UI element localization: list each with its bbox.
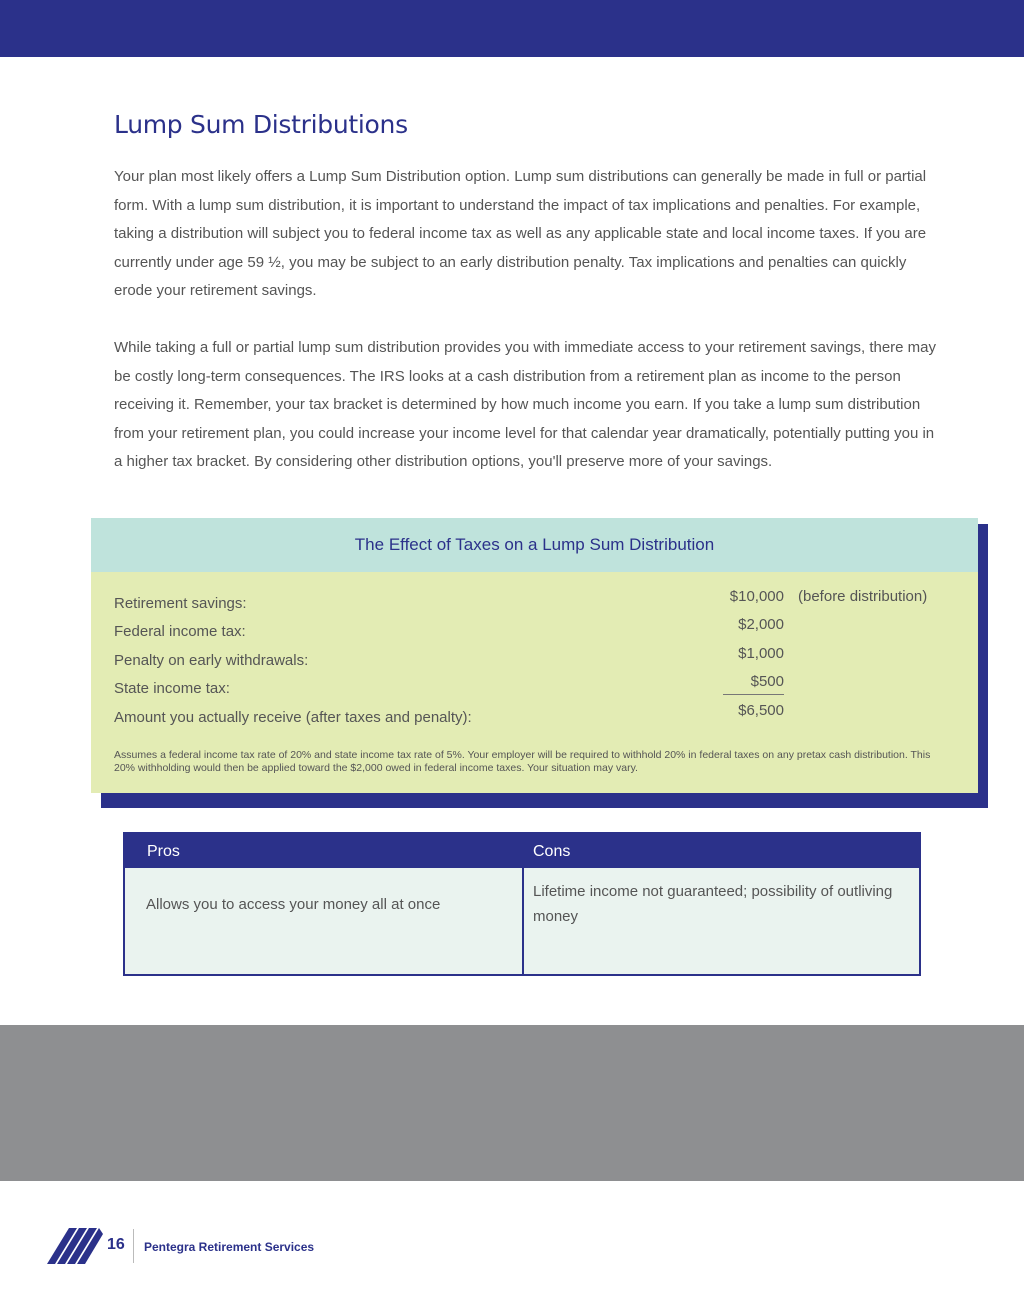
- row-label-state-tax: State income tax:: [114, 680, 230, 697]
- row-label-amount-received: Amount you actually receive (after taxes and penalty):: [114, 709, 472, 726]
- row-label-federal-tax: Federal income tax:: [114, 623, 246, 640]
- row-value-retirement-savings: $10,000: [729, 588, 784, 605]
- tax-box-header: [91, 518, 978, 572]
- row-value-penalty: $1,000: [738, 645, 784, 662]
- column-divider: [522, 868, 524, 976]
- row-value-amount-received: $6,500: [738, 702, 784, 719]
- pros-cons-header: [125, 834, 919, 868]
- pros-cons-table: [123, 832, 921, 976]
- gray-band: [0, 1025, 1024, 1181]
- row-label-retirement-savings: Retirement savings:: [114, 595, 247, 612]
- footer-divider: [133, 1229, 134, 1263]
- sum-rule: [723, 694, 784, 695]
- pros-cell: Allows you to access your money all at once: [146, 896, 441, 913]
- tax-box-title: The Effect of Taxes on a Lump Sum Distribution: [354, 535, 715, 554]
- tax-box-footnote: Assumes a federal income tax rate of 20% and state income tax rate of 5%. Your employer will be required to withhold 20% in federal taxes on any pretax cash distribution. This 20% withholding would then be applied toward the $2,000 owed in federal income taxes. Your situation may vary.: [114, 749, 931, 774]
- pros-header: Pros: [147, 843, 180, 860]
- tax-effect-box: [91, 518, 978, 793]
- row-label-penalty: Penalty on early withdrawals:: [114, 652, 309, 669]
- header-band: [0, 0, 1024, 57]
- company-name: Pentegra Retirement Services: [144, 1240, 315, 1254]
- row-value-state-tax: $500: [750, 673, 784, 690]
- intro-paragraph: Your plan most likely offers a Lump Sum Distribution option. Lump sum distributions can generally be made in full or partial form. With a lump sum distribution, it is important to understand the impact of tax implications and penalties. For example, taking a distribution will subject you to federal income tax as well as any applicable state and local income taxes. If you are currently under age 59 ½, you may be subject to an early distribution penalty. Tax implications and penalties can quickly erode your retirement savings.: [114, 168, 927, 300]
- row-value-federal-tax: $2,000: [738, 616, 784, 633]
- row-note-before-distribution: (before distribution): [798, 588, 928, 605]
- pentegra-logo-icon: [47, 1228, 103, 1264]
- page-title: Lump Sum Distributions: [114, 110, 408, 139]
- consequences-paragraph: While taking a full or partial lump sum distribution provides you with immediate access to your retirement savings, there may be costly long-term consequences. The IRS looks at a cash distribution from a retirement plan as income to the person receiving it. Remember, your tax bracket is determined by how much income you earn. If you take a lump sum distribution from your retirement plan, you could increase your income level for that calendar year dramatically, potentially putting you in a higher tax bracket. By considering other distribution options, you'll preserve more of your savings.: [114, 339, 937, 471]
- page-number: 16: [107, 1236, 125, 1253]
- cons-header: Cons: [533, 843, 571, 860]
- cons-cell: Lifetime income not guaranteed; possibility of outliving money: [533, 883, 893, 925]
